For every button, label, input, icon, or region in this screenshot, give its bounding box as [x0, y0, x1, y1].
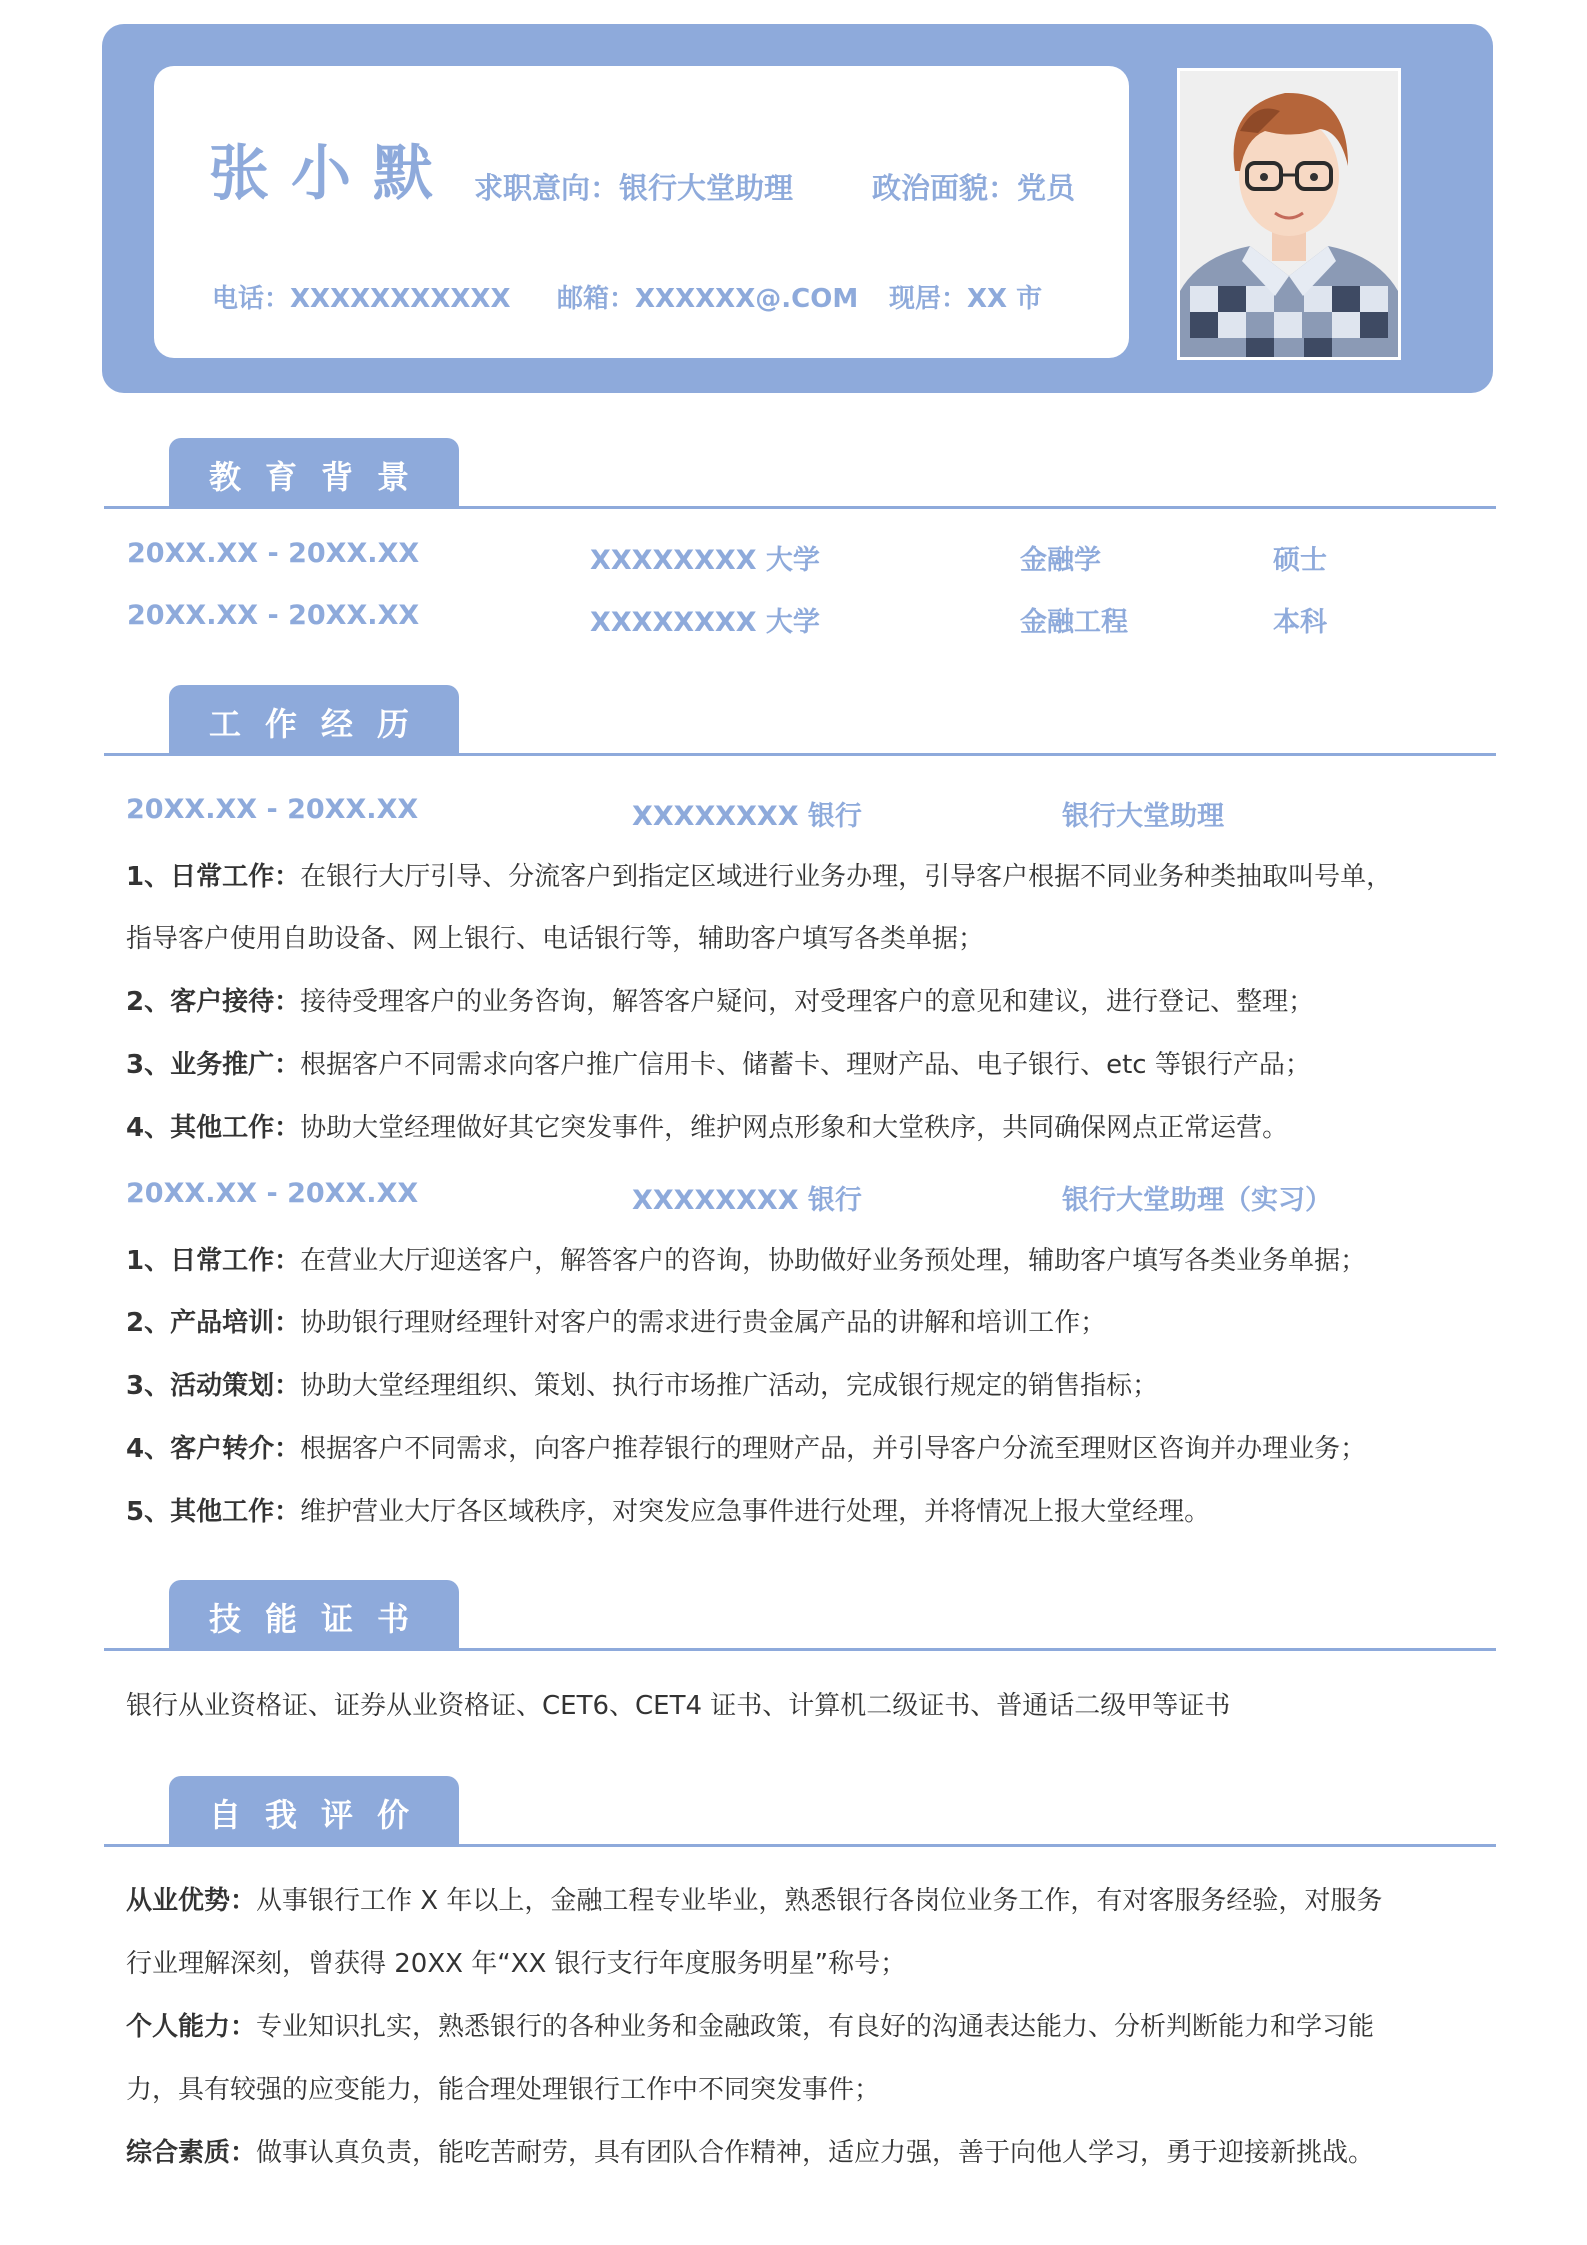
- job-period: 20XX.XX - 20XX.XX: [126, 794, 419, 825]
- education-major: 金融学: [1020, 545, 1101, 576]
- self-eval-text: 专业知识扎实，熟悉银行的各种业务和金融政策，有良好的沟通表达能力、分析判断能力和学习能: [256, 2012, 1375, 2042]
- duty-text: 指导客户使用自助设备、网上银行、电话银行等，辅助客户填写各类单据；: [126, 924, 985, 954]
- skills-section-tab: [169, 1580, 459, 1648]
- duty-label: 2、客户接待：: [126, 987, 301, 1017]
- duty-label: 3、业务推广：: [126, 1050, 301, 1080]
- job-duty-line: [126, 981, 1314, 1018]
- job-duty-line: [126, 1365, 1158, 1402]
- education-degree: 本科: [1273, 607, 1327, 638]
- job-duty-line: [126, 1491, 1210, 1528]
- candidate-name: 张小默: [209, 139, 455, 209]
- self-eval-line: [126, 2006, 1374, 2043]
- job-intention: 求职意向：银行大堂助理: [474, 171, 794, 205]
- education-major: 金融工程: [1020, 607, 1128, 638]
- duty-label: 1、日常工作：: [126, 862, 301, 892]
- job-company: XXXXXXXX 银行: [632, 1185, 862, 1216]
- job-duty-line: [126, 1240, 1366, 1277]
- skills-text: 银行从业资格证、证券从业资格证、CET6、CET4 证书、计算机二级证书、普通话二级甲等证书: [126, 1691, 1231, 1721]
- duty-text: 根据客户不同需求向客户推广信用卡、储蓄卡、理财产品、电子银行、etc 等银行产品；: [300, 1050, 1311, 1080]
- duty-text: 接待受理客户的业务咨询，解答客户疑问，对受理客户的意见和建议，进行登记、整理；: [300, 987, 1315, 1017]
- education-divider: [104, 506, 1496, 509]
- work-section-title: 工作经历: [209, 705, 434, 743]
- education-section-tab: [169, 438, 459, 506]
- self-eval-section-tab: [169, 1776, 459, 1844]
- duty-text: 协助大堂经理组织、策划、执行市场推广活动，完成银行规定的销售指标；: [300, 1371, 1159, 1401]
- self-eval-line: [126, 2132, 1374, 2169]
- avatar-photo: [1177, 68, 1401, 360]
- job-duty-line: [126, 856, 1392, 893]
- job-position: 银行大堂助理（实习）: [1062, 1185, 1332, 1216]
- job-company: XXXXXXXX 银行: [632, 801, 862, 832]
- self-eval-line: [126, 2069, 880, 2106]
- education-section-title: 教育背景: [209, 458, 434, 496]
- job-position: 银行大堂助理: [1062, 801, 1224, 832]
- education-period: 20XX.XX - 20XX.XX: [127, 538, 420, 569]
- job-duty-line: [126, 1044, 1311, 1081]
- self-eval-line: [126, 1943, 906, 1980]
- job-duty-line: [126, 1302, 1106, 1339]
- education-period: 20XX.XX - 20XX.XX: [127, 600, 420, 631]
- self-eval-text: 从事银行工作 X 年以上，金融工程专业毕业，熟悉银行各岗位业务工作，有对客服务经验，对服务: [256, 1886, 1383, 1916]
- job-period: 20XX.XX - 20XX.XX: [126, 1178, 419, 1209]
- header-info-card: [154, 66, 1129, 358]
- duty-text: 在营业大厅迎送客户，解答客户的咨询，协助做好业务预处理，辅助客户填写各类业务单据；: [300, 1246, 1367, 1276]
- skills-divider: [104, 1648, 1496, 1651]
- job-duty-line: [126, 1107, 1288, 1144]
- duty-label: 4、客户转介：: [126, 1434, 301, 1464]
- duty-label: 2、产品培训：: [126, 1308, 301, 1338]
- resume-header: [102, 24, 1493, 393]
- self-eval-label: 综合素质：: [126, 2138, 257, 2168]
- work-divider: [104, 753, 1496, 756]
- duty-label: 4、其他工作：: [126, 1113, 301, 1143]
- work-section-tab: [169, 685, 459, 753]
- contact-residence: 现居：XX 市: [889, 284, 1043, 314]
- skills-section-title: 技能证书: [209, 1600, 434, 1638]
- job-duty-line: [126, 918, 984, 955]
- education-school: XXXXXXXX 大学: [590, 545, 820, 576]
- contact-phone: 电话：XXXXXXXXXXX: [212, 284, 511, 314]
- duty-text: 维护营业大厅各区域秩序，对突发应急事件进行处理，并将情况上报大堂经理。: [300, 1497, 1211, 1527]
- self-eval-label: 从业优势：: [126, 1886, 257, 1916]
- avatar-illustration: [1180, 71, 1398, 357]
- duty-text: 根据客户不同需求，向客户推荐银行的理财产品，并引导客户分流至理财区咨询并办理业务；: [300, 1434, 1367, 1464]
- contact-email: 邮箱：XXXXXX@.COM: [557, 284, 859, 314]
- self-eval-section-title: 自我评价: [209, 1796, 434, 1834]
- duty-text: 协助大堂经理做好其它突发事件，维护网点形象和大堂秩序，共同确保网点正常运营。: [300, 1113, 1289, 1143]
- self-eval-divider: [104, 1844, 1496, 1847]
- duty-text: 在银行大厅引导、分流客户到指定区域进行业务办理，引导客户根据不同业务种类抽取叫号单，: [300, 862, 1393, 892]
- education-degree: 硕士: [1273, 545, 1327, 576]
- duty-text: 协助银行理财经理针对客户的需求进行贵金属产品的讲解和培训工作；: [300, 1308, 1107, 1338]
- education-school: XXXXXXXX 大学: [590, 607, 820, 638]
- self-eval-text: 力，具有较强的应变能力，能合理处理银行工作中不同突发事件；: [126, 2075, 881, 2105]
- self-eval-text: 行业理解深刻，曾获得 20XX 年“XX 银行支行年度服务明星”称号；: [126, 1949, 907, 1979]
- self-eval-line: [126, 1880, 1382, 1917]
- duty-label: 3、活动策划：: [126, 1371, 301, 1401]
- self-eval-label: 个人能力：: [126, 2012, 257, 2042]
- political-status: 政治面貌：党员: [872, 171, 1076, 205]
- duty-label: 1、日常工作：: [126, 1246, 301, 1276]
- duty-label: 5、其他工作：: [126, 1497, 301, 1527]
- job-duty-line: [126, 1428, 1366, 1465]
- self-eval-text: 做事认真负责，能吃苦耐劳，具有团队合作精神，适应力强，善于向他人学习，勇于迎接新挑战。: [256, 2138, 1375, 2168]
